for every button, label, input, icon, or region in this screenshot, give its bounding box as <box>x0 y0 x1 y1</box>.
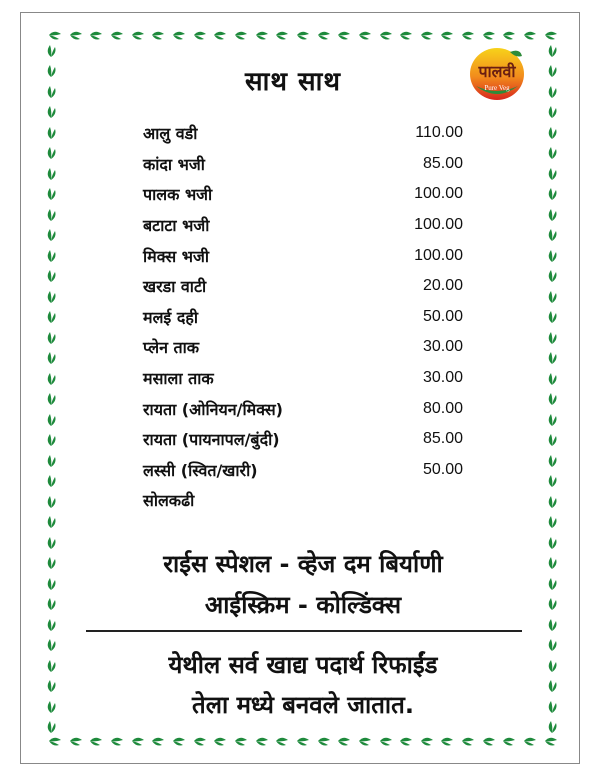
leaf-icon <box>440 28 454 42</box>
leaf-icon <box>358 734 372 748</box>
leaf-icon <box>275 28 289 42</box>
leaf-icon <box>379 734 393 748</box>
leaf-icon <box>399 734 413 748</box>
leaf-icon <box>44 249 58 263</box>
leaf-icon <box>44 290 58 304</box>
menu-item <box>143 179 463 210</box>
divider <box>86 630 522 632</box>
menu-item-price: 85.00 <box>422 430 463 448</box>
menu-item-price: 30.00 <box>422 369 463 387</box>
menu-item-name: खरडा वाटी <box>143 277 207 297</box>
leaf-icon <box>461 28 475 42</box>
leaf-icon <box>545 187 559 201</box>
menu-item-name: रायता (ओनियन/मिक्स) <box>143 399 283 419</box>
leaf-icon <box>482 28 496 42</box>
leaf-icon <box>545 515 559 529</box>
leaf-icon <box>545 351 559 365</box>
leaf-icon <box>193 734 207 748</box>
leaf-icon <box>255 28 269 42</box>
leaf-icon <box>44 433 58 447</box>
leaf-icon <box>151 734 165 748</box>
menu-item <box>143 485 463 516</box>
leaf-icon <box>379 28 393 42</box>
leaf-icon <box>44 269 58 283</box>
note-line-1: येथील सर्व खाद्य पदार्थ रिफाईंड <box>168 651 438 679</box>
leaf-icon <box>172 734 186 748</box>
menu-item-name: कांदा भजी <box>143 154 205 174</box>
menu-item-price: 50.00 <box>422 460 463 478</box>
leaf-icon <box>44 126 58 140</box>
leaf-border-left <box>44 44 58 734</box>
leaf-icon <box>44 228 58 242</box>
menu-item <box>143 363 463 394</box>
leaf-icon <box>193 28 207 42</box>
menu-item-name: मिक्स भजी <box>143 246 209 266</box>
leaf-icon <box>482 734 496 748</box>
leaf-icon <box>502 28 516 42</box>
leaf-icon <box>545 474 559 488</box>
leaf-border-right <box>545 44 559 734</box>
leaf-icon <box>337 28 351 42</box>
leaf-icon <box>44 208 58 222</box>
leaf-icon <box>523 734 537 748</box>
menu-item <box>143 332 463 363</box>
leaf-icon <box>44 474 58 488</box>
leaf-icon <box>234 28 248 42</box>
leaf-icon <box>44 515 58 529</box>
menu-item-name: आलु वडी <box>143 124 198 144</box>
leaf-icon <box>44 392 58 406</box>
menu-item <box>143 149 463 180</box>
menu-item <box>143 424 463 455</box>
leaf-icon <box>461 734 475 748</box>
menu-item-name: लस्सी (स्वित/खारी) <box>143 460 258 480</box>
menu-item-name: मलई दही <box>143 307 198 327</box>
leaf-icon <box>131 28 145 42</box>
menu-item <box>143 210 463 241</box>
leaf-icon <box>502 734 516 748</box>
leaf-icon <box>131 734 145 748</box>
menu-item <box>143 240 463 271</box>
menu-item-price: 100.00 <box>414 246 463 264</box>
leaf-icon <box>110 734 124 748</box>
leaf-icon <box>545 392 559 406</box>
leaf-icon <box>420 28 434 42</box>
menu-item-name: मसाला ताक <box>143 369 214 389</box>
leaf-icon <box>545 105 559 119</box>
leaf-icon <box>545 413 559 427</box>
leaf-icon <box>44 331 58 345</box>
leaf-border-top <box>48 28 558 42</box>
menu-item-price: 100.00 <box>414 185 463 203</box>
menu-item-price: 85.00 <box>422 154 463 172</box>
leaf-icon <box>545 372 559 386</box>
leaf-icon <box>44 105 58 119</box>
leaf-icon <box>89 28 103 42</box>
page-title: साथ साथ <box>245 67 341 97</box>
menu-item <box>143 393 463 424</box>
leaf-icon <box>545 495 559 509</box>
leaf-icon <box>545 433 559 447</box>
leaf-icon <box>544 28 558 42</box>
leaf-icon <box>317 28 331 42</box>
menu-item-price: 50.00 <box>422 307 463 325</box>
leaf-icon <box>296 28 310 42</box>
menu-item-name: प्लेन ताक <box>143 338 200 358</box>
leaf-icon <box>44 146 58 160</box>
leaf-border-bottom <box>48 734 558 748</box>
leaf-icon <box>545 208 559 222</box>
leaf-icon <box>545 290 559 304</box>
leaf-icon <box>358 28 372 42</box>
leaf-icon <box>44 454 58 468</box>
leaf-icon <box>48 734 62 748</box>
leaf-icon <box>44 187 58 201</box>
leaf-icon <box>337 734 351 748</box>
special-line-2: आईस्क्रिम - कोल्डिंक्स <box>204 591 402 619</box>
menu-list <box>143 118 463 516</box>
menu-item-price: 100.00 <box>414 216 463 234</box>
menu-item <box>143 302 463 333</box>
leaf-icon <box>44 495 58 509</box>
leaf-icon <box>545 228 559 242</box>
special-line-1: राईस स्पेशल - व्हेज दम बिर्याणी <box>163 550 443 578</box>
menu-item-price: 80.00 <box>422 399 463 417</box>
leaf-icon <box>89 734 103 748</box>
leaf-icon <box>545 146 559 160</box>
menu-item-price: 20.00 <box>422 277 463 295</box>
leaf-icon <box>255 734 269 748</box>
leaf-icon <box>151 28 165 42</box>
leaf-icon <box>44 310 58 324</box>
leaf-icon <box>545 44 559 58</box>
leaf-icon <box>545 269 559 283</box>
leaf-icon <box>296 734 310 748</box>
leaf-icon <box>545 331 559 345</box>
menu-item-name: सोलकढी <box>143 491 195 511</box>
logo-tagline: Pure Veg <box>484 84 510 92</box>
note-line-2: तेला मध्ये बनवले जातात. <box>192 691 414 719</box>
leaf-icon <box>69 734 83 748</box>
leaf-icon <box>44 413 58 427</box>
menu-item-name: पालक भजी <box>143 185 213 205</box>
leaf-icon <box>275 734 289 748</box>
leaf-icon <box>69 28 83 42</box>
leaf-icon <box>48 28 62 42</box>
leaf-icon <box>545 167 559 181</box>
leaf-icon <box>44 351 58 365</box>
leaf-icon <box>110 28 124 42</box>
leaf-icon <box>213 28 227 42</box>
leaf-icon <box>234 734 248 748</box>
leaf-icon <box>545 126 559 140</box>
menu-item-price: 30.00 <box>422 338 463 356</box>
menu-item-name: रायता (पायनापल/बुंदी) <box>143 430 280 450</box>
leaf-icon <box>523 28 537 42</box>
leaf-icon <box>545 720 559 734</box>
leaf-icon <box>44 167 58 181</box>
leaf-icon <box>44 372 58 386</box>
leaf-icon <box>317 734 331 748</box>
leaf-icon <box>213 734 227 748</box>
menu-item <box>143 455 463 486</box>
leaf-icon <box>44 720 58 734</box>
leaf-icon <box>545 310 559 324</box>
leaf-icon <box>545 454 559 468</box>
logo-text: पालवी <box>478 62 516 81</box>
leaf-icon <box>399 28 413 42</box>
menu-item <box>143 118 463 149</box>
leaf-icon <box>544 734 558 748</box>
menu-item <box>143 271 463 302</box>
leaf-icon <box>44 44 58 58</box>
menu-item-name: बटाटा भजी <box>143 216 210 236</box>
leaf-icon <box>545 249 559 263</box>
leaf-icon <box>440 734 454 748</box>
leaf-icon <box>420 734 434 748</box>
menu-item-price: 110.00 <box>415 124 463 142</box>
leaf-icon <box>172 28 186 42</box>
